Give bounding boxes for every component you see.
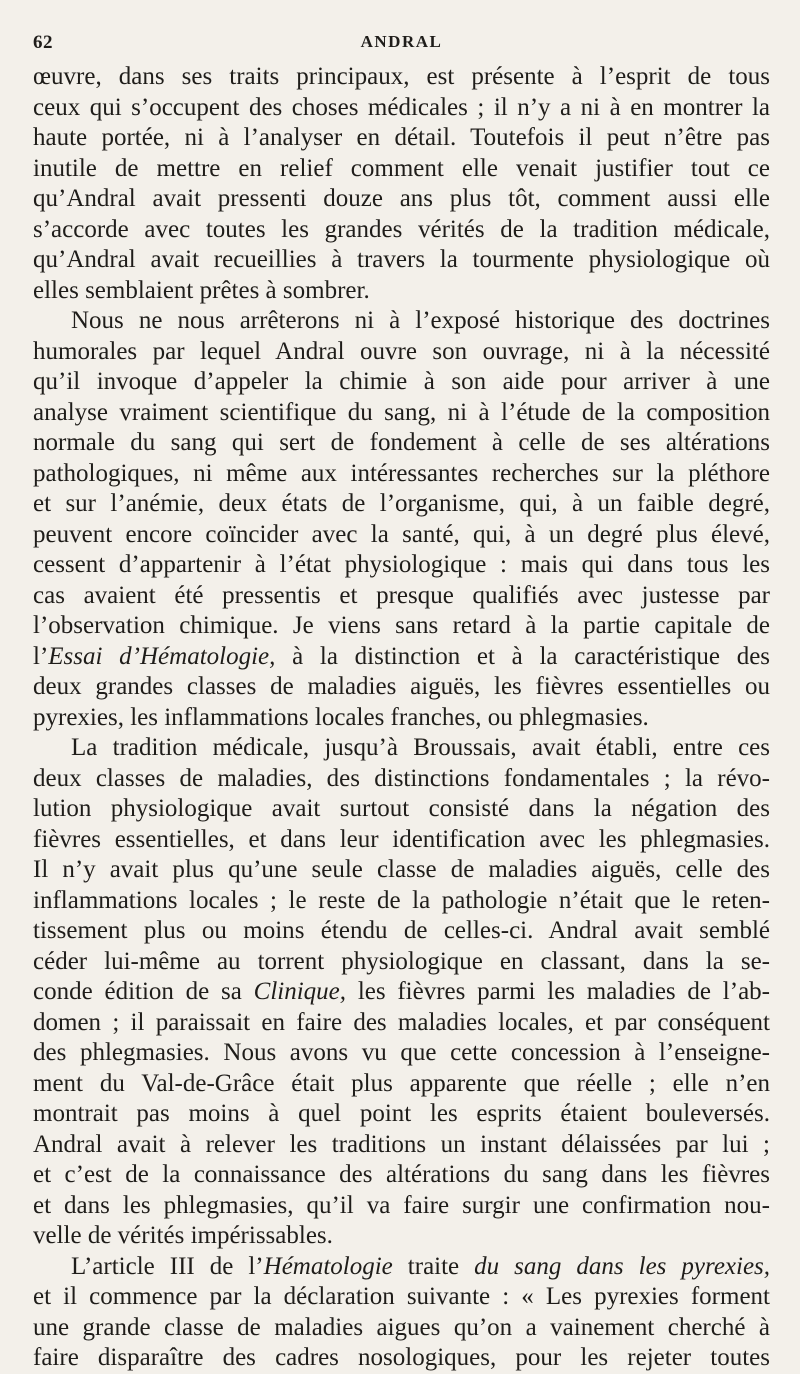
text-line: haute portée, ni à l’analyser en détail. Toutefois il peut n’être pas <box>33 124 770 151</box>
text-line: normale du sang qui sert de fondement à celle de ses altérations <box>33 429 770 456</box>
text-line: ceux qui s’occupent des choses médicales ; il n’y a ni à en montrer la <box>33 93 770 121</box>
text-line: faire disparaître des cadres nosologiques, pour les rejeter toutes <box>33 1344 770 1371</box>
text-line: montrait pas moins à quel point les esprits étaient bouleversés. <box>33 1100 770 1127</box>
text-line: pyrexies, les inflammations locales franches, ou phlegmasies. <box>33 703 649 731</box>
text-line: analyse vraiment scientifique du sang, ni à l’étude de la composition <box>33 398 770 426</box>
text-line: et dans les phlegmasies, qu’il va faire surgir une confirmation nou- <box>33 1191 770 1219</box>
text-line: domen ; il paraissait en faire des maladies locales, et par conséquent <box>33 1008 770 1036</box>
text-line: peuvent encore coïncider avec la santé, qui, à un degré plus élevé, <box>33 520 770 548</box>
text-line: velle de vérités impérissables. <box>33 1222 333 1249</box>
text-line: qu’il invoque d’appeler la chimie à son aide pour arriver à une <box>33 368 770 395</box>
prefix-text: l’ <box>248 1252 264 1280</box>
text-line: et sur l’anémie, deux états de l’organisme, qui, à un faible degré, <box>33 490 770 517</box>
text-line: des phlegmasies. Nous avons vu que cette concession à l’enseigne- <box>33 1039 770 1066</box>
text-fragment: L’article III de <box>71 1252 234 1280</box>
book-title-clinique: Clinique, <box>253 978 347 1005</box>
text-line: elles semblaient prêtes à sombrer. <box>33 276 370 304</box>
text-fragment: traite <box>407 1252 460 1280</box>
text-fragment: conde édition de sa <box>33 978 242 1005</box>
text-line: ment du Val-de-Grâce était plus apparente que réelle ; elle n’en <box>33 1069 770 1097</box>
text-line: tissement plus ou moins étendu de celles-ci. Andral avait semblé <box>33 917 770 944</box>
text-line: inutile de mettre en relief comment elle venait justifier tout ce <box>33 154 770 182</box>
text-line-essai <box>33 642 770 673</box>
text-line: humorales par lequel Andral ouvre son ouvrage, ni à la nécessité <box>33 337 770 365</box>
text-fragment: les fièvres parmi les maladies de l’ab- <box>357 978 770 1005</box>
book-title-hematologie: Hématologie <box>263 1252 393 1280</box>
text-line: œuvre, dans ses traits principaux, est présente à l’esprit de tous <box>33 63 770 90</box>
text-line: cessent d’appartenir à l’état physiologique : mais qui dans tous les <box>33 551 770 578</box>
text-line: deux grandes classes de maladies aiguës, les fièvres essentielles ou <box>33 673 770 700</box>
page-number: 62 <box>33 32 53 53</box>
text-line: Il n’y avait plus qu’une seule classe de maladies aiguës, celle des <box>33 856 770 883</box>
text-line: et il commence par la déclaration suivante : « Les pyrexies forment <box>33 1283 770 1310</box>
text-line: qu’Andral avait pressenti douze ans plus tôt, comment aussi elle <box>33 185 770 212</box>
text-line: pathologiques, ni même aux intéressantes recherches sur la pléthore <box>33 459 770 487</box>
text-line: Andral avait à relever les traditions un instant délaissées par lui ; <box>33 1130 770 1158</box>
text-line: qu’Andral avait recueillies à travers la tourmente physiologique où <box>33 246 770 273</box>
running-head <box>33 26 770 58</box>
text-line-article <box>33 1252 770 1283</box>
text-line: cas avaient été pressentis et presque qualifiés avec justesse par <box>33 581 770 609</box>
text-line: inflammations locales ; le reste de la pathologie n’était que le reten- <box>33 886 770 914</box>
text-fragment: à la distinction et à la caractéristique des <box>292 642 771 670</box>
text-line: céder lui-même au torrent physiologique en classant, dans la se- <box>33 947 770 975</box>
text-line: et c’est de la connaissance des altérations du sang dans les fièvres <box>33 1161 770 1188</box>
text-line: une grande classe de maladies aigues qu’on a vainement cherché à <box>33 1313 770 1341</box>
text-line: deux classes de maladies, des distinctions fondamentales ; la révo- <box>33 764 770 792</box>
text-line-clinique <box>33 977 770 1008</box>
text-line: fièvres essentielles, et dans leur identification avec les phlegmasies. <box>33 825 770 853</box>
text-line: La tradition médicale, jusqu’à Broussais, avait établi, entre ces <box>71 734 770 761</box>
body-text <box>33 62 770 1374</box>
text-line: l’observation chimique. Je viens sans retard à la partie capitale de <box>33 612 770 639</box>
book-title-essai: Essai d’Hématologie, <box>48 642 276 670</box>
chapter-title: du sang dans les pyrexies, <box>474 1252 771 1280</box>
prefix-text: l’ <box>33 642 49 670</box>
text-line: Nous ne nous arrêterons ni à l’exposé historique des doctrines <box>71 307 770 334</box>
text-line: s’accorde avec toutes les grandes vérités de la tradition médicale, <box>33 215 770 243</box>
text-line: lution physiologique avait surtout consisté dans la négation des <box>33 795 770 822</box>
running-title: ANDRAL <box>360 32 443 51</box>
